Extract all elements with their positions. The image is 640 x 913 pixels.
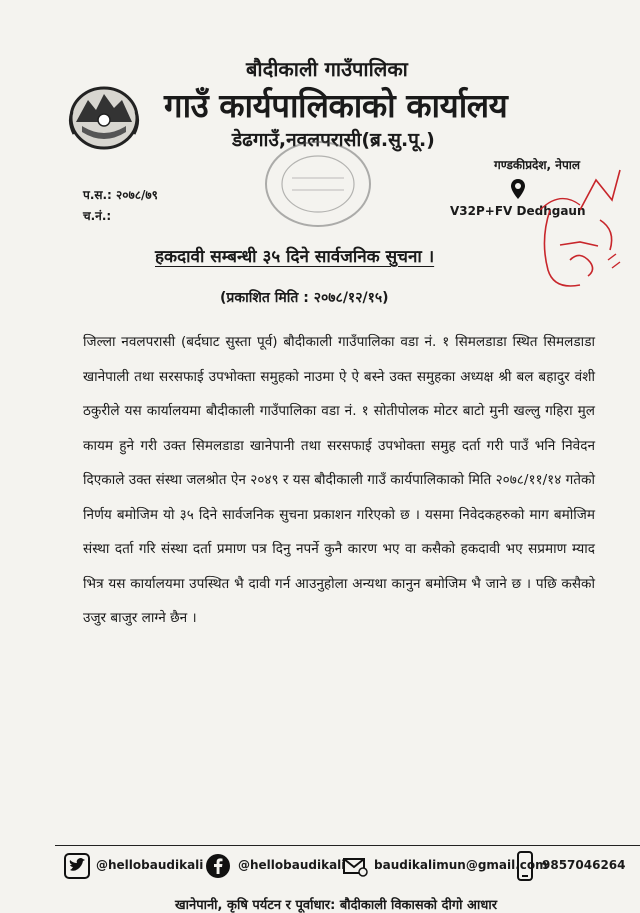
- municipality-name: बौदीकाली गाउँपालिका: [246, 57, 408, 81]
- office-name: गाउँ कार्यपालिकाको कार्यालय: [164, 86, 508, 125]
- published-date: (प्रकाशित मिति : २०७८/१२/१५): [220, 290, 389, 306]
- twitter-icon: [64, 853, 90, 879]
- handwritten-signature: [520, 150, 630, 310]
- reference-number: प.स.: २०७८/७९: [83, 188, 158, 202]
- footer-email: baudikalimun@gmail.com: [374, 858, 548, 872]
- plus-code-location: V32P+FV Dedhgaun: [450, 204, 586, 218]
- dispatch-number: च.नं.:: [83, 209, 112, 223]
- footer-facebook-handle: @hellobaudikali: [238, 858, 346, 872]
- nepal-emblem-icon: [68, 82, 140, 150]
- province-label: गण्डकीप्रदेश, नेपाल: [494, 158, 581, 172]
- notice-title: हकदावी सम्बन्धी ३५ दिने सार्वजनिक सुचना ।: [155, 247, 435, 267]
- office-stamp: [262, 138, 374, 230]
- facebook-icon: [205, 853, 231, 879]
- footer-divider: [55, 845, 640, 846]
- footer-twitter-handle: @hellobaudikali: [96, 858, 204, 872]
- footer-phone: 9857046264: [542, 858, 626, 872]
- notice-body: जिल्ला नवलपरासी (बर्दघाट सुस्ता पूर्व) बौदीकाली गाउँपालिका वडा नं. १ सिमलडाडा स्थित सिमलडाडा खानेपाली तथा सरसफाई उपभोक्ता समुहको नाउमा ऐ ऐ बस्ने उक्त समुहका अध्यक्ष श्री बल बहादुर वंशी ठकुरीले यस कार्यालयमा बौदीकाली गाउँपालिका वडा नं. १ सोतीपोलक मोटर बाटो मुनी खल्लु गहिरा मुल कायम हुने गरी उक्त सिमलडाडा खानेपानी तथा सरसफाई उपभोक्ता समुह दर्ता गरी पाउँ भनि निवेदन दिएकाले उक्त संस्था जलश्रोत ऐन २०४९ र यस बौदीकाली गाउँ कार्यपालिकाको मिति २०७८/११/१४ गतेको निर्णय बमोजिम यो ३५ दिने सार्वजनिक सुचना प्रकाशन गरिएको छ । यसमा निवेदकहरुको माग बमोजिम संस्था दर्ता गरि संस्था दर्ता प्रमाण पत्र दिनु नपर्ने कुनै कारण भए वा कसैको हकदावी भए सप्रमाण म्याद भित्र यस कार्यालयमा उपस्थित भै दावी गर्न आउनुहोला अन्यथा कानुन बमोजिम भै जाने छ । पछि कसैको उजुर बाजुर लाग्ने छैन ।: [83, 334, 595, 626]
- footer-slogan: खानेपानी, कृषि पर्यटन र पूर्वाधार: बौदीकाली विकासको दीगो आधार: [175, 898, 498, 913]
- phone-icon: [516, 851, 534, 881]
- email-icon: [342, 853, 368, 879]
- office-address: डेढगाउँ,नवलपरासी(ब्र.सु.पू.): [232, 129, 435, 151]
